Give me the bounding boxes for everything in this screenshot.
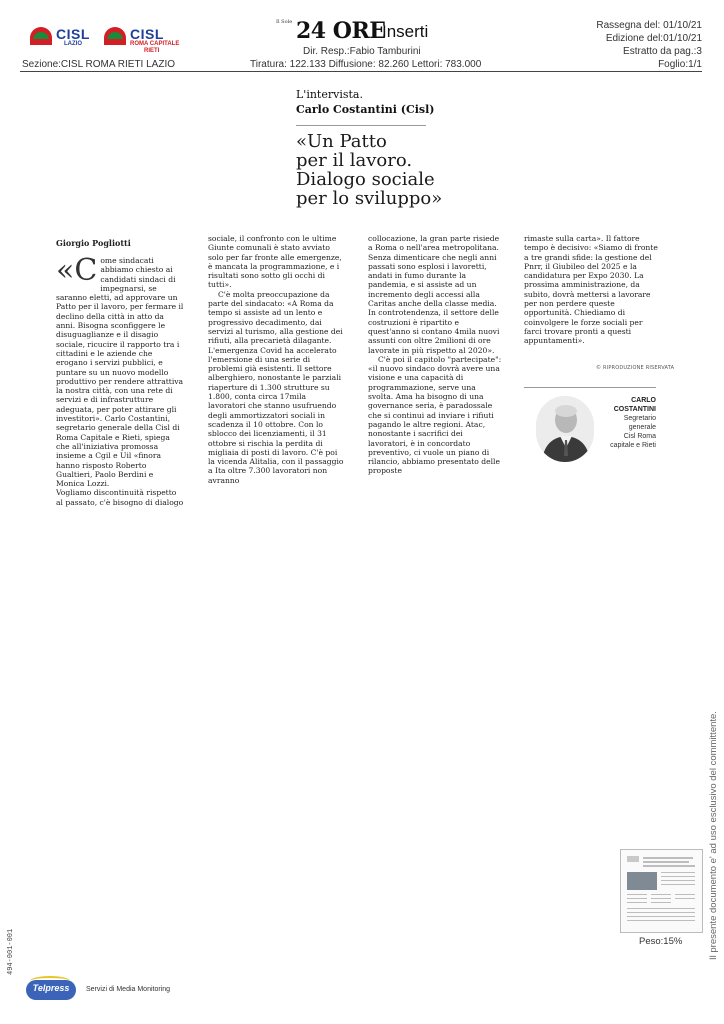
paragraph: collocazione, la gran parte risiede a Roma o nell'area metropolitana. Senza dimenticare che negli anni passati sono esplosi i lavoretti, andati in fumo durante la pandemia, e si assiste ad un incremento degli accessi alla Caritas anche della classe media. In controtendenza, il settore delle costruzioni è ripartito e quest'anno si contano 4mila nuovi assunti con oltre 2milioni di ore lavorate in più rispetto al 2020».	[368, 234, 500, 355]
logo-sub: LAZIO	[64, 41, 82, 47]
article-column-4	[524, 234, 658, 346]
kicker-subject: Carlo Costantini (Cisl)	[296, 103, 435, 116]
byline: Giorgio Pogliotti	[56, 238, 131, 248]
person-role: generale	[628, 424, 656, 431]
paragraph: C'è molta preoccupazione da parte del sindacato: «A Roma da tempo si assiste ad un lento e progressivo decadimento, dai servizi al turismo, alla gestione dei rifiuti, alla precarietà dilagante. L'emergenza Covid ha accelerato l'emersione di una serie di problemi già esistenti. Il settore alberghiero, nonostante le parziali riaperture di 1.300 strutture su 1.800, conta circa 17mila lavoratori che stanno usufruendo degli ammortizzatori sociali in scadenza il 10 ottobre. Con lo sblocco dei licenziamenti, il 31 ottobre si rischia la perdita di migliaia di posti di lavoro. C'è poi la vicenda Alitalia, con il passaggio a Ita oltre 7.300 lavoratori non avranno	[208, 289, 344, 485]
headline-line: Dialogo sociale	[296, 169, 435, 190]
profile-rule	[524, 387, 656, 388]
headline-line: per lo sviluppo»	[296, 188, 443, 209]
person-photo	[536, 396, 594, 462]
article-column-3	[368, 234, 502, 476]
sezione: Sezione:CISL ROMA RIETI LAZIO	[22, 59, 176, 70]
person-role: Segretario	[623, 415, 656, 422]
il-sole-label: Il Sole	[276, 19, 293, 25]
drop-quote: «C	[56, 253, 98, 288]
peso-label: Peso:15%	[639, 936, 683, 947]
person-name: COSTANTINI	[613, 406, 656, 413]
inserti-label: Inserti	[382, 22, 429, 41]
paragraph: sociale, il confronto con le ultime Giunte comunali è stato avviato solo per far fronte alle emergenze, è mancata la programmazione, e i risultati sono sotto gli occhi di tutti».	[208, 234, 342, 290]
cisl-logo-icon	[104, 27, 126, 47]
logo-word: CISL	[130, 26, 164, 42]
paragraph: ome sindacati abbiamo chiesto ai candidati sindaci di impegnarsi, se saranno eletti, ad approvare un Patto per il lavoro, per fermare il declino della città in atto da anni. Bisogna sconfiggere le disuguaglianze e il disagio sociale, ricucire il rapporto tra i cittadini e le aziende che erogano i servizi pubblici, e puntare su un nuovo modello produttivo per rendere attrattiva la nostra città, con una rete di servizi e di infrastrutture adeguata, per poter attirare gli investitori». Carlo Costantini, segretario generale della Cisl di Roma Capitale e Rieti, spiega che all'iniziativa promossa insieme a Cgil e Uil «finora hanno risposto Roberto Gualtieri, Paolo Berdini e Monica Lozzi.	[56, 256, 184, 489]
kicker: L'intervista.	[296, 88, 363, 101]
article-column-1	[56, 253, 184, 507]
dir-resp: Dir. Resp.:Fabio Tamburini	[303, 46, 421, 57]
copyright-notice: © RIPRODUZIONE RISERVATA	[596, 365, 675, 371]
person-name: CARLO	[631, 397, 656, 404]
edizione-date: Edizione del:01/10/21	[605, 33, 702, 44]
cisl-logo-icon	[30, 27, 52, 47]
person-caption	[594, 396, 656, 450]
cisl-roma-logo	[104, 26, 180, 54]
person-role: capitale e Rieti	[610, 442, 656, 449]
kicker-rule	[296, 125, 426, 126]
telpress-wordmark: Telpress	[32, 983, 70, 993]
paragraph: C'è poi il capitolo "partecipate": «il nuovo sindaco dovrà avere una visione e una capacità di programmazione, serve una svolta. Ama ha bisogno di una governance seria, è paradossale che si continui ad inviare i rifiuti pagando le altre regioni. Atac, nonostante i sacrifici dei lavoratori, è in concordato preventivo, ci vuole un piano di rilancio, abbiamo presentato delle proposte	[368, 354, 502, 476]
headline-line: per il lavoro.	[296, 150, 413, 171]
paragraph: rimaste sulla carta». Il fattore tempo è decisivo: «Siamo di fronte a tre grandi sfide: la gestione del Pnrr, il Giubileo del 2025 e la candidatura per Expo 2030. La prossima amministrazione, da subito, dovrà mettersi a lavorare per non perdere queste opportunità. Chiediamo di coinvolgere le forze sociali per farci trovare pronti a questi appuntamenti».	[524, 234, 658, 346]
page-thumbnail	[620, 849, 703, 933]
telpress-logo	[26, 980, 76, 1000]
article-column-2	[208, 234, 344, 485]
header-divider	[20, 71, 702, 72]
headline-line: «Un Patto	[296, 131, 387, 152]
logo-sub: RIETI	[144, 48, 160, 54]
foglio: Foglio:1/1	[658, 59, 702, 70]
estratto-page: Estratto da pag.:3	[623, 46, 702, 57]
telpress-tagline: Servizi di Media Monitoring	[86, 986, 171, 993]
rassegna-date: Rassegna del: 01/10/21	[596, 20, 702, 31]
person-role: Cisl Roma	[623, 433, 656, 440]
document-code: 494-001-001	[7, 928, 15, 975]
headline	[296, 132, 442, 208]
logo-sub: ROMA CAPITALE	[130, 41, 180, 47]
paragraph: Vogliamo discontinuità rispetto al passato, c'è bisogno di dialogo	[56, 488, 184, 507]
tiratura: Tiratura: 122.133 Diffusione: 82.260 Lettori: 783.000	[250, 59, 482, 70]
cisl-lazio-logo	[30, 27, 90, 51]
vertical-notice: Il presente documento e' ad uso esclusivo del committente.	[708, 711, 719, 960]
logo-word: CISL	[56, 26, 90, 42]
ore-masthead: 24 ORE	[296, 18, 386, 44]
